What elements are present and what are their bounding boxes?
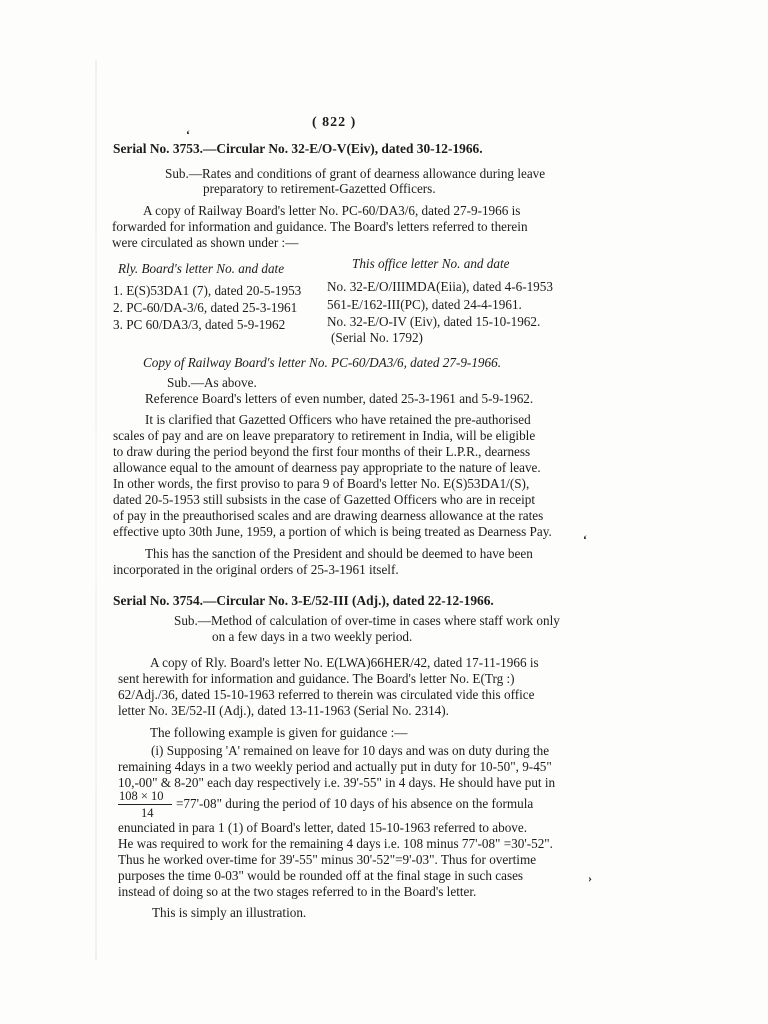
body-line-6: dated 20-5-1953 still subsists in the case of Gazetted Officers who are in receipt bbox=[113, 492, 535, 507]
serial-3754-intro-2: sent herewith for information and guidance. The Board's letter No. E(Trg :) bbox=[118, 671, 515, 686]
copy-heading: Copy of Railway Board's letter No. PC-60/DA3/6, dated 27-9-1966. bbox=[143, 355, 501, 370]
body-line-1: It is clarified that Gazetted Officers who have retained the pre-authorised bbox=[145, 412, 531, 427]
table-row-3-left: 3. PC 60/DA3/3, dated 5-9-1962 bbox=[113, 317, 286, 332]
example-rest-5: instead of doing so at the two stages referred to in the Board's letter. bbox=[118, 884, 477, 899]
margin-mark-1: ‘ bbox=[583, 532, 587, 546]
margin-mark-2: › bbox=[588, 871, 592, 885]
serial-3753-heading: Serial No. 3753.—Circular No. 32-E/O-V(Eiv), dated 30-12-1966. bbox=[113, 141, 483, 156]
serial-3754-heading: Serial No. 3754.—Circular No. 3-E/52-III (Adj.), dated 22-12-1966. bbox=[113, 593, 494, 608]
body-line-3: to draw during the period beyond the first four months of their L.P.R., dearness bbox=[113, 444, 531, 459]
serial-3753-intro-3: were circulated as shown under :— bbox=[112, 235, 299, 250]
reference-line: Reference Board's letters of even number, dated 25-3-1961 and 5-9-1962. bbox=[145, 391, 534, 406]
body-line-4: allowance equal to the amount of dearness pay appropriate to the nature of leave. bbox=[113, 460, 541, 475]
example-intro: The following example is given for guidance :— bbox=[150, 725, 408, 740]
example-rest-4: purposes the time 0-03" would be rounded off at the final stage in such cases bbox=[118, 868, 524, 883]
serial-3753-subject-2: preparatory to retirement-Gazetted Officers. bbox=[203, 181, 436, 196]
table-row-2-left: 2. PC-60/DA-3/6, dated 25-3-1961 bbox=[113, 300, 298, 315]
body-line-5: In other words, the first proviso to para 9 of Board's letter No. E(S)53DA1/(S), bbox=[113, 476, 530, 491]
page-number: ( 822 ) bbox=[312, 115, 357, 130]
margin-tick: ‘ bbox=[186, 127, 190, 141]
scan-edge bbox=[95, 60, 97, 960]
sub-as-above: Sub.—As above. bbox=[167, 375, 257, 390]
example-line-2: remaining 4days in a two weekly period and actually put in duty for 10-50", 9-45" bbox=[118, 759, 552, 774]
table-row-1-left: 1. E(S)53DA1 (7), dated 20-5-1953 bbox=[113, 283, 302, 298]
table-row-3-right: No. 32-E/O-IV (Eiv), dated 15-10-1962. bbox=[327, 314, 541, 329]
fraction-numerator: 108 × 10 bbox=[119, 789, 164, 803]
table-header-right: This office letter No. and date bbox=[352, 256, 510, 271]
closing-line: This is simply an illustration. bbox=[152, 905, 307, 920]
table-row-2-right: 561-E/162-III(PC), dated 24-4-1961. bbox=[327, 297, 522, 312]
serial-3754-intro-4: letter No. 3E/52-II (Adj.), dated 13-11-1963 (Serial No. 2314). bbox=[118, 703, 449, 718]
body-line-7: of pay in the preauthorised scales and are drawing dearness allowance at the rates bbox=[113, 508, 544, 523]
sanction-line-2: incorporated in the original orders of 25-3-1961 itself. bbox=[113, 562, 399, 577]
serial-3754-intro-1: A copy of Rly. Board's letter No. E(LWA)66HER/42, dated 17-11-1966 is bbox=[150, 655, 539, 670]
example-line-1: (i) Supposing 'A' remained on leave for 10 days and was on duty during the bbox=[151, 743, 550, 758]
table-row-1-right: No. 32-E/O/IIIMDA(Eiia), dated 4-6-1953 bbox=[327, 279, 553, 294]
fraction-denominator: 14 bbox=[141, 806, 154, 820]
serial-3753-intro-1: A copy of Railway Board's letter No. PC-60/DA3/6, dated 27-9-1966 is bbox=[143, 203, 521, 218]
fraction-tail: =77'-08" during the period of 10 days of his absence on the formula bbox=[176, 796, 534, 811]
example-rest-1: enunciated in para 1 (1) of Board's letter, dated 15-10-1963 referred to above. bbox=[118, 820, 528, 835]
body-line-8: effective upto 30th June, 1959, a portion of which is being treated as Dearness Pay. bbox=[113, 524, 552, 539]
serial-3754-subject-1: Sub.—Method of calculation of over-time in cases where staff work only bbox=[174, 613, 560, 628]
serial-3754-subject-2: on a few days in a two weekly period. bbox=[212, 629, 413, 644]
sanction-line-1: This has the sanction of the President and should be deemed to have been bbox=[145, 546, 533, 561]
example-rest-2: He was required to work for the remaining 4 days i.e. 108 minus 77'-08" =30'-52". bbox=[118, 836, 553, 851]
body-line-2: scales of pay and are on leave preparatory to retirement in India, will be eligible bbox=[113, 428, 536, 443]
example-line-3: 10,-00" & 8-20" each day respectively i.e. 39'-55" in 4 days. He should have put in bbox=[118, 775, 556, 790]
serial-3754-intro-3: 62/Adj./36, dated 15-10-1963 referred to therein was circulated vide this office bbox=[118, 687, 535, 702]
serial-3753-subject-1: Sub.—Rates and conditions of grant of dearness allowance during leave bbox=[165, 166, 546, 181]
fraction-bar bbox=[118, 804, 172, 805]
table-header-left: Rly. Board's letter No. and date bbox=[118, 261, 285, 276]
table-row-3-right-serial: (Serial No. 1792) bbox=[331, 330, 423, 345]
example-rest-3: Thus he worked over-time for 39'-55" minus 30'-52"=9'-03". Thus for overtime bbox=[118, 852, 537, 867]
serial-3753-intro-2: forwarded for information and guidance. The Board's letters referred to therein bbox=[112, 219, 528, 234]
